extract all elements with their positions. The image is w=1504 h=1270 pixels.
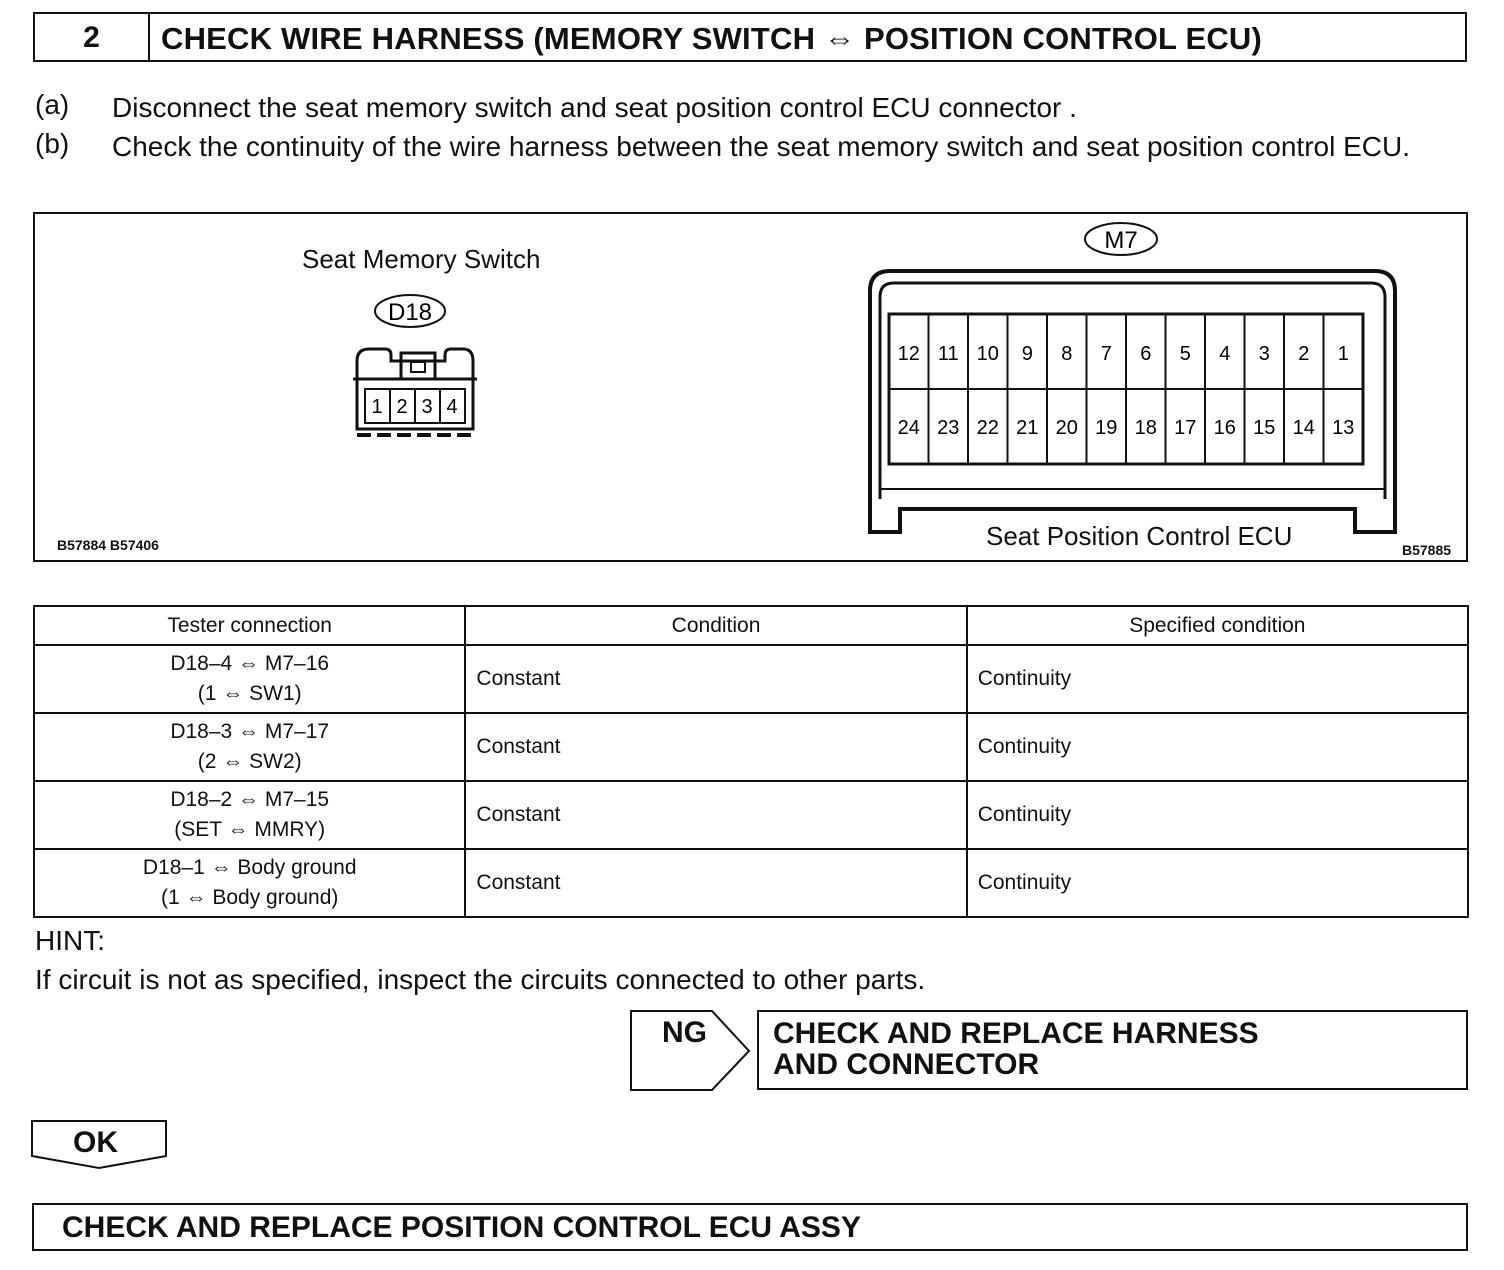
specified-condition-cell: Continuity <box>967 645 1468 713</box>
instruction-b-text: Check the continuity of the wire harness between the seat memory switch and seat position control ECU. <box>112 131 1410 162</box>
ok-label: OK <box>73 1126 118 1159</box>
ng-label: NG <box>662 1016 707 1049</box>
m7-pin-bottom: 13 <box>1332 417 1355 439</box>
tester-connection-cell: D18–2 ⇔ M7–15 (SET ⇔ MMRY) <box>34 781 465 849</box>
condition-cell: Constant <box>465 849 966 917</box>
specified-condition-cell: Continuity <box>967 713 1468 781</box>
m7-pin-top: 3 <box>1258 343 1270 365</box>
continuity-spec-table <box>33 605 1469 918</box>
m7-pin-bottom: 18 <box>1134 417 1157 439</box>
hint-text: If circuit is not as specified, inspect the circuits connected to other parts. <box>35 964 926 995</box>
ng-result-line1: CHECK AND REPLACE HARNESS <box>773 1017 1259 1050</box>
step-title: CHECK WIRE HARNESS (MEMORY SWITCH ⇔ POSITION CONTROL ECU) <box>161 21 1263 56</box>
instruction-b-mark: (b) <box>35 128 70 159</box>
ok-result-text: CHECK AND REPLACE POSITION CONTROL ECU ASSY <box>62 1211 861 1244</box>
table-row <box>34 713 1468 781</box>
m7-pin-top: 7 <box>1100 343 1112 365</box>
m7-pin-bottom: 23 <box>937 417 960 439</box>
d18-pin-2: 2 <box>396 396 408 418</box>
instruction-a-text: Disconnect the seat memory switch and seat position control ECU connector . <box>112 92 1077 123</box>
col-header-specified-condition: Specified condition <box>967 606 1468 645</box>
m7-connector-diagram <box>850 219 1420 549</box>
col-header-tester-connection: Tester connection <box>34 606 465 645</box>
ng-result-line2: AND CONNECTOR <box>773 1048 1040 1081</box>
m7-pin-top: 6 <box>1140 343 1152 365</box>
d18-pin-4: 4 <box>446 396 458 418</box>
ng-result-box <box>757 1010 1468 1090</box>
m7-pin-top: 9 <box>1021 343 1033 365</box>
d18-connector-diagram <box>335 289 495 449</box>
m7-pin-top: 5 <box>1179 343 1191 365</box>
m7-pin-bottom: 20 <box>1055 417 1078 439</box>
condition-cell: Constant <box>465 781 966 849</box>
tester-connection-cell: D18–1 ⇔ Body ground (1 ⇔ Body ground) <box>34 849 465 917</box>
m7-pin-bottom: 15 <box>1253 417 1276 439</box>
m7-pin-top: 10 <box>976 343 999 365</box>
m7-pin-top: 1 <box>1337 343 1349 365</box>
connector-figure <box>33 212 1468 562</box>
right-figure-code: B57885 <box>1402 542 1452 558</box>
seat-memory-switch-label: Seat Memory Switch <box>302 244 541 274</box>
d18-pin-3: 3 <box>421 396 433 418</box>
m7-pin-bottom: 19 <box>1095 417 1118 439</box>
m7-id-text: M7 <box>1104 227 1138 254</box>
hint-label: HINT: <box>35 925 105 956</box>
m7-pin-bottom: 24 <box>897 417 920 439</box>
seat-position-control-ecu-label: Seat Position Control ECU <box>986 521 1293 551</box>
ng-result-text <box>773 1018 1259 1080</box>
col-header-condition: Condition <box>465 606 966 645</box>
ok-result-box <box>32 1203 1468 1251</box>
table-row <box>34 781 1468 849</box>
m7-pin-bottom: 22 <box>976 417 999 439</box>
m7-pin-top: 11 <box>937 343 959 365</box>
table-header-row <box>34 606 1468 645</box>
left-figure-codes: B57884 B57406 <box>57 537 159 553</box>
tester-connection-cell: D18–3 ⇔ M7–17 (2 ⇔ SW2) <box>34 713 465 781</box>
tester-connection-cell: D18–4 ⇔ M7–16 (1 ⇔ SW1) <box>34 645 465 713</box>
m7-pin-top: 8 <box>1061 343 1073 365</box>
instruction-a-mark: (a) <box>35 89 70 120</box>
m7-pin-top: 2 <box>1298 343 1310 365</box>
m7-pin-bottom: 14 <box>1292 417 1315 439</box>
m7-pin-top: 12 <box>897 343 920 365</box>
m7-pin-bottom: 16 <box>1213 417 1236 439</box>
step-number: 2 <box>35 14 150 60</box>
specified-condition-cell: Continuity <box>967 849 1468 917</box>
table-row <box>34 645 1468 713</box>
m7-pin-top: 4 <box>1219 343 1231 365</box>
specified-condition-cell: Continuity <box>967 781 1468 849</box>
condition-cell: Constant <box>465 713 966 781</box>
step-header <box>33 12 1467 62</box>
d18-id-text: D18 <box>387 299 433 326</box>
m7-pin-bottom: 21 <box>1016 417 1039 439</box>
condition-cell: Constant <box>465 645 966 713</box>
table-row <box>34 849 1468 917</box>
d18-pin-1: 1 <box>371 396 383 418</box>
m7-pin-bottom: 17 <box>1174 417 1197 439</box>
